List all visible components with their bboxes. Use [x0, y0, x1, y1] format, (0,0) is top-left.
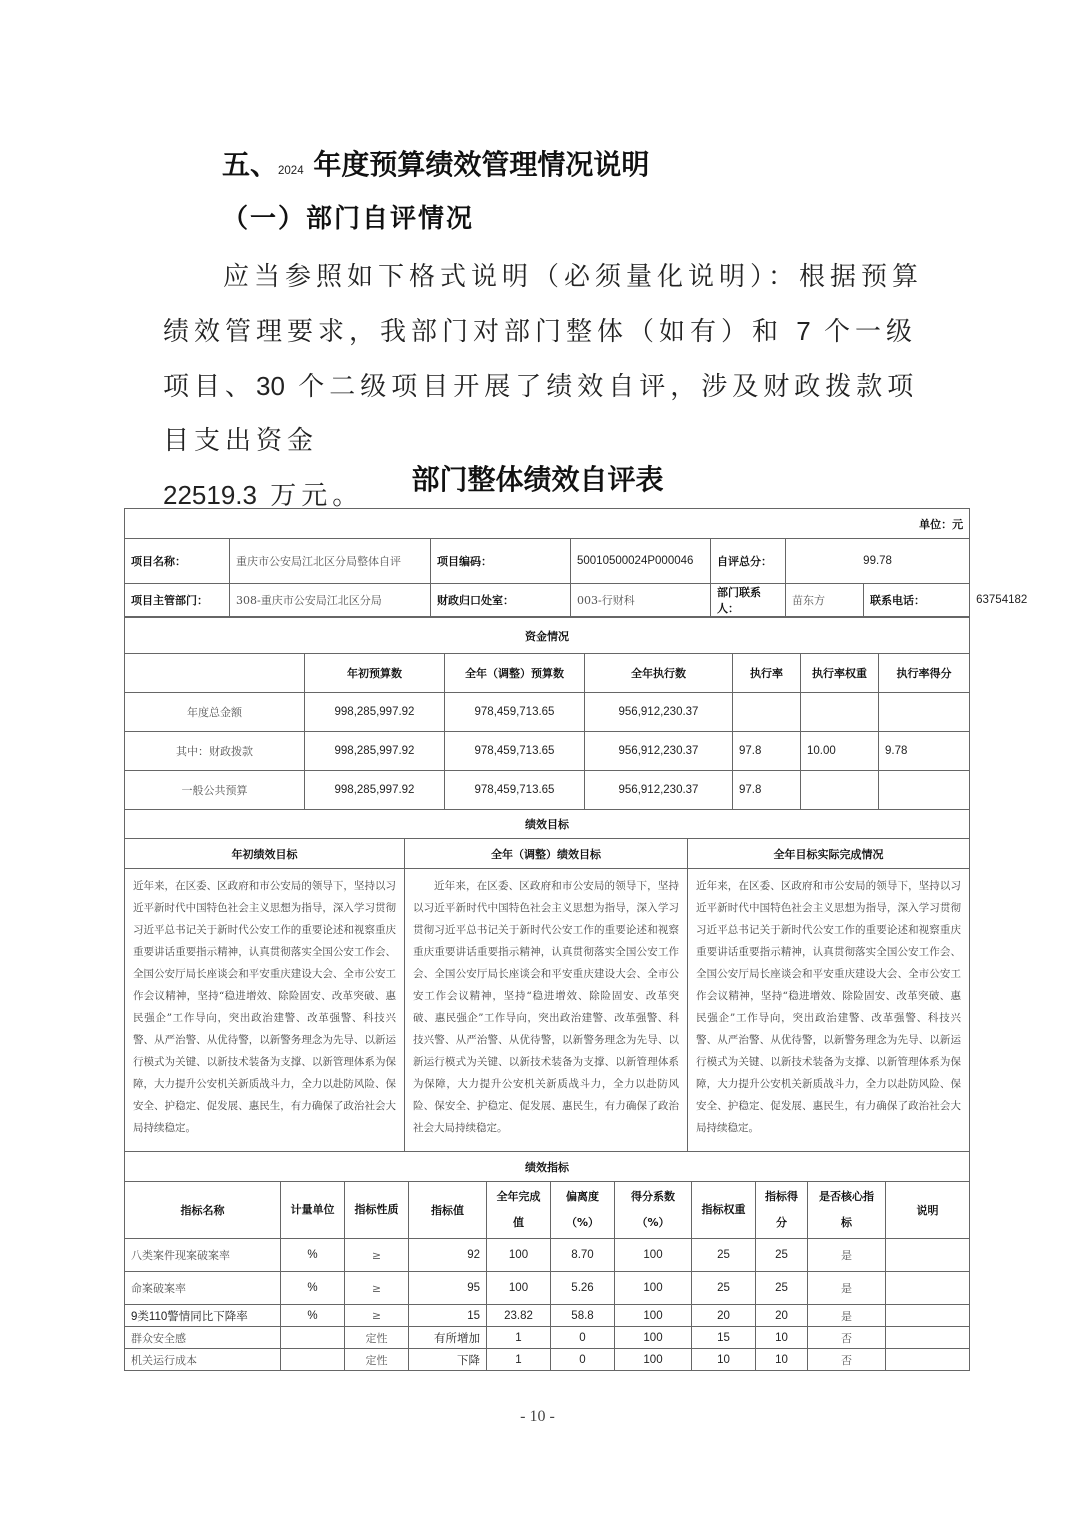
- ind-header: 得分系数（%）: [615, 1182, 692, 1239]
- funds-header: [125, 654, 305, 693]
- funds-section-title: 资金情况: [125, 618, 970, 654]
- indicator-cell: 9类110警情同比下降率: [125, 1305, 281, 1327]
- funds-row: [125, 693, 970, 732]
- goals-section-title: 绩效目标: [125, 810, 970, 839]
- indicator-cell: [886, 1327, 970, 1349]
- indicators-header-row: [125, 1182, 970, 1239]
- indicator-cell: [886, 1239, 970, 1272]
- indicator-cell: 25: [692, 1272, 756, 1305]
- indicator-row: [125, 1327, 970, 1349]
- score-label: 自评总分：: [711, 539, 786, 584]
- indicator-cell: 是: [808, 1272, 886, 1305]
- indicator-cell: 25: [692, 1239, 756, 1272]
- funds-header: 执行率得分: [879, 654, 970, 693]
- phone-label: 联系电话：: [864, 584, 970, 617]
- indicator-cell: 是: [808, 1239, 886, 1272]
- funds-header: 全年执行数: [585, 654, 733, 693]
- indicator-cell: 100: [615, 1305, 692, 1327]
- goal-adjusted-text: 近年来，在区委、区政府和市公安局的领导下，坚持以习近平新时代中国特色社会主义思想为指导，深入学习贯彻习近平总书记关于新时代公安工作的重要论述和视察重庆重要讲话重要指示精神，认真贯彻落实全国公安工作会、全国公安厅局长座谈会和平安重庆建设大会、全市公安工作会议精神，坚持“稳进增效、除险固安、改革突破、惠民强企”工作导向，突出政治建警、改革强警、科技兴警、从严治警、从优待警，以新警务理念为先导、以新运行模式为关键、以新技术装备为支撑、以新管理体系为保障，大力提升公安机关新质战斗力，全力以赴防风险、保安全、护稳定、促发展、惠民生，有力确保了政治社会大局持续稳定。: [405, 869, 688, 1152]
- finance-office-value: 003-行财科: [571, 584, 711, 617]
- subheading: （一）部门自评情况: [222, 204, 475, 234]
- info-row-1: [125, 539, 970, 584]
- funds-cell: [801, 771, 879, 810]
- funds-cell: 10.00: [801, 732, 879, 771]
- indicator-cell: 92: [409, 1239, 487, 1272]
- page-number: - 10 -: [520, 1408, 555, 1425]
- para-text: 个二级项目开展了绩效自评，涉及财政拨款项目支出资金: [163, 372, 919, 456]
- indicator-cell: 100: [615, 1349, 692, 1371]
- funds-header-row: [125, 654, 970, 693]
- ind-header: 计量单位: [281, 1182, 345, 1239]
- ind-header: 指标得分: [756, 1182, 808, 1239]
- goal-initial-text: 近年来，在区委、区政府和市公安局的领导下，坚持以习近平新时代中国特色社会主义思想为指导，深入学习贯彻习近平总书记关于新时代公安工作的重要论述和视察重庆重要讲话重要指示精神，认真贯彻落实全国公安工作会、全国公安厅局长座谈会和平安重庆建设大会、全市公安工作会议精神，坚持“稳进增效、除险固安、改革突破、惠民强企”工作导向，突出政治建警、改革强警、科技兴警、从严治警、从优待警，以新警务理念为先导、以新运行模式为关键、以新技术装备为支撑、以新管理体系为保障，大力提升公安机关新质战斗力，全力以赴防风险、保安全、护稳定、促发展、惠民生，有力确保了政治社会大局持续稳定。: [125, 869, 405, 1152]
- goals-text-row: [125, 869, 970, 1152]
- indicator-cell: 1: [487, 1349, 551, 1371]
- funds-cell: 956,912,230.37: [585, 771, 733, 810]
- indicator-cell: 八类案件现案破案率: [125, 1239, 281, 1272]
- goals-header: 年初绩效目标: [125, 839, 405, 869]
- indicator-cell: 100: [615, 1239, 692, 1272]
- indicator-row: [125, 1239, 970, 1272]
- ind-header: 偏离度（%）: [551, 1182, 615, 1239]
- funds-table: [124, 617, 970, 839]
- indicator-cell: 定性: [345, 1327, 409, 1349]
- heading-prefix: 五、: [222, 148, 279, 181]
- funds-cell: 97.8: [733, 732, 801, 771]
- funds-cell: 956,912,230.37: [585, 732, 733, 771]
- funds-cell: 年度总金额: [125, 693, 305, 732]
- indicator-cell: 20: [756, 1305, 808, 1327]
- indicator-cell: 58.8: [551, 1305, 615, 1327]
- project-name-label: 项目名称：: [125, 539, 230, 584]
- funds-cell: 其中：财政拨款: [125, 732, 305, 771]
- funds-cell: 97.8: [733, 771, 801, 810]
- para-number: 7: [796, 316, 811, 346]
- indicator-cell: 15: [692, 1327, 756, 1349]
- indicator-cell: ≥: [345, 1272, 409, 1305]
- indicator-cell: 8.70: [551, 1239, 615, 1272]
- indicator-cell: 命案破案率: [125, 1272, 281, 1305]
- project-code-label: 项目编码：: [431, 539, 571, 584]
- indicator-cell: 下降: [409, 1349, 487, 1371]
- ind-header: 是否核心指标: [808, 1182, 886, 1239]
- funds-header: 年初预算数: [305, 654, 445, 693]
- goals-header-row: [125, 839, 970, 869]
- funds-cell: 998,285,997.92: [305, 732, 445, 771]
- indicator-cell: 10: [692, 1349, 756, 1371]
- indicator-cell: %: [281, 1239, 345, 1272]
- ind-header: 全年完成值: [487, 1182, 551, 1239]
- unit-label: 单位：元: [125, 509, 970, 539]
- funds-cell: [879, 693, 970, 732]
- project-code-value: 50010500024P000046: [571, 539, 711, 584]
- indicator-cell: %: [281, 1272, 345, 1305]
- indicator-cell: 100: [615, 1272, 692, 1305]
- indicator-cell: 否: [808, 1327, 886, 1349]
- indicator-cell: 10: [756, 1349, 808, 1371]
- indicator-row: [125, 1305, 970, 1327]
- indicator-row: [125, 1272, 970, 1305]
- heading-title: 年度预算绩效管理情况说明: [313, 148, 650, 181]
- funds-cell: [879, 771, 970, 810]
- indicators-section-title: 绩效指标: [125, 1152, 970, 1182]
- indicator-cell: 机关运行成本: [125, 1349, 281, 1371]
- indicator-cell: 否: [808, 1349, 886, 1371]
- indicator-cell: [886, 1305, 970, 1327]
- dept-label: 项目主管部门：: [125, 584, 230, 617]
- funds-row: [125, 771, 970, 810]
- indicator-cell: [281, 1327, 345, 1349]
- contact-value: 苗东方: [786, 584, 864, 617]
- funds-cell: 998,285,997.92: [305, 771, 445, 810]
- indicator-cell: 0: [551, 1327, 615, 1349]
- indicator-cell: [886, 1272, 970, 1305]
- indicator-cell: [886, 1349, 970, 1371]
- indicator-cell: 1: [487, 1327, 551, 1349]
- heading-year: 2024: [278, 165, 304, 177]
- funds-cell: 978,459,713.65: [445, 693, 585, 732]
- para-text: 应当参照如下格式说明（必须量化说明）：根据预算绩效管理要求，我部门对部门整体（如有）和: [163, 262, 924, 347]
- funds-row: [125, 732, 970, 771]
- indicator-cell: 有所增加: [409, 1327, 487, 1349]
- funds-cell: [733, 693, 801, 732]
- para-number: 22519.3: [163, 480, 257, 510]
- para-text: 个一级项目、: [163, 317, 918, 402]
- ind-header: 指标值: [409, 1182, 487, 1239]
- ind-header: 指标权重: [692, 1182, 756, 1239]
- indicator-cell: 定性: [345, 1349, 409, 1371]
- funds-header: 全年（调整）预算数: [445, 654, 585, 693]
- indicator-cell: 100: [487, 1239, 551, 1272]
- self-eval-table: [124, 508, 1028, 617]
- indicator-cell: ≥: [345, 1305, 409, 1327]
- score-value: 99.78: [786, 539, 970, 584]
- funds-cell: 998,285,997.92: [305, 693, 445, 732]
- info-row-2: 项目主管部门： 308-重庆市公安局江北区分局 财政归口处室： 003-行财科 部门联系人： 苗东方 联系电话： 63754182: [125, 584, 970, 617]
- indicator-cell: 23.82: [487, 1305, 551, 1327]
- funds-header: 执行率权重: [801, 654, 879, 693]
- indicator-cell: 0: [551, 1349, 615, 1371]
- indicator-cell: 是: [808, 1305, 886, 1327]
- goal-actual-text: 近年来，在区委、区政府和市公安局的领导下，坚持以习近平新时代中国特色社会主义思想为指导，深入学习贯彻习近平总书记关于新时代公安工作的重要论述和视察重庆重要讲话重要指示精神，认真贯彻落实全国公安工作会、全国公安厅局长座谈会和平安重庆建设大会、全市公安工作会议精神，坚持“稳进增效、除险固安、改革突破、惠民强企”工作导向，突出政治建警、改革强警、科技兴警、从严治警、从优待警，以新警务理念为先导、以新运行模式为关键、以新技术装备为支撑、以新管理体系为保障，大力提升公安机关新质战斗力，全力以赴防风险、保安全、护稳定、促发展、惠民生，有力确保了政治社会大局持续稳定。: [688, 869, 970, 1152]
- unit-row: [125, 509, 970, 539]
- funds-header: 执行率: [733, 654, 801, 693]
- indicator-cell: 25: [756, 1239, 808, 1272]
- funds-cell: 978,459,713.65: [445, 771, 585, 810]
- funds-cell: 9.78: [879, 732, 970, 771]
- goals-header: 全年（调整）绩效目标: [405, 839, 688, 869]
- indicator-cell: 20: [692, 1305, 756, 1327]
- section-heading: [222, 143, 649, 183]
- table-title: 部门整体绩效自评表: [411, 463, 664, 496]
- finance-office-label: 财政归口处室：: [431, 584, 571, 617]
- goals-header: 全年目标实际完成情况: [688, 839, 970, 869]
- indicator-cell: 5.26: [551, 1272, 615, 1305]
- funds-cell: 978,459,713.65: [445, 732, 585, 771]
- indicator-row: [125, 1349, 970, 1371]
- dept-value: 308-重庆市公安局江北区分局: [230, 584, 431, 617]
- para-number: 30: [256, 371, 285, 401]
- indicator-cell: 群众安全感: [125, 1327, 281, 1349]
- goals-table: [124, 838, 970, 1182]
- ind-header: 指标名称: [125, 1182, 281, 1239]
- indicator-cell: %: [281, 1305, 345, 1327]
- contact-label: 部门联系人：: [711, 584, 786, 617]
- indicator-cell: 15: [409, 1305, 487, 1327]
- funds-cell: 一般公共预算: [125, 771, 305, 810]
- indicator-cell: 10: [756, 1327, 808, 1349]
- ind-header: 说明: [886, 1182, 970, 1239]
- indicator-cell: [281, 1349, 345, 1371]
- project-name-value: 重庆市公安局江北区分局整体自评: [230, 539, 431, 584]
- indicator-cell: 95: [409, 1272, 487, 1305]
- indicators-table: [124, 1181, 970, 1371]
- funds-cell: 956,912,230.37: [585, 693, 733, 732]
- funds-cell: [801, 693, 879, 732]
- indicator-cell: 100: [487, 1272, 551, 1305]
- para-text: 万元。: [270, 481, 364, 511]
- ind-header: 指标性质: [345, 1182, 409, 1239]
- indicator-cell: 100: [615, 1327, 692, 1349]
- indicator-cell: ≥: [345, 1239, 409, 1272]
- indicator-cell: 25: [756, 1272, 808, 1305]
